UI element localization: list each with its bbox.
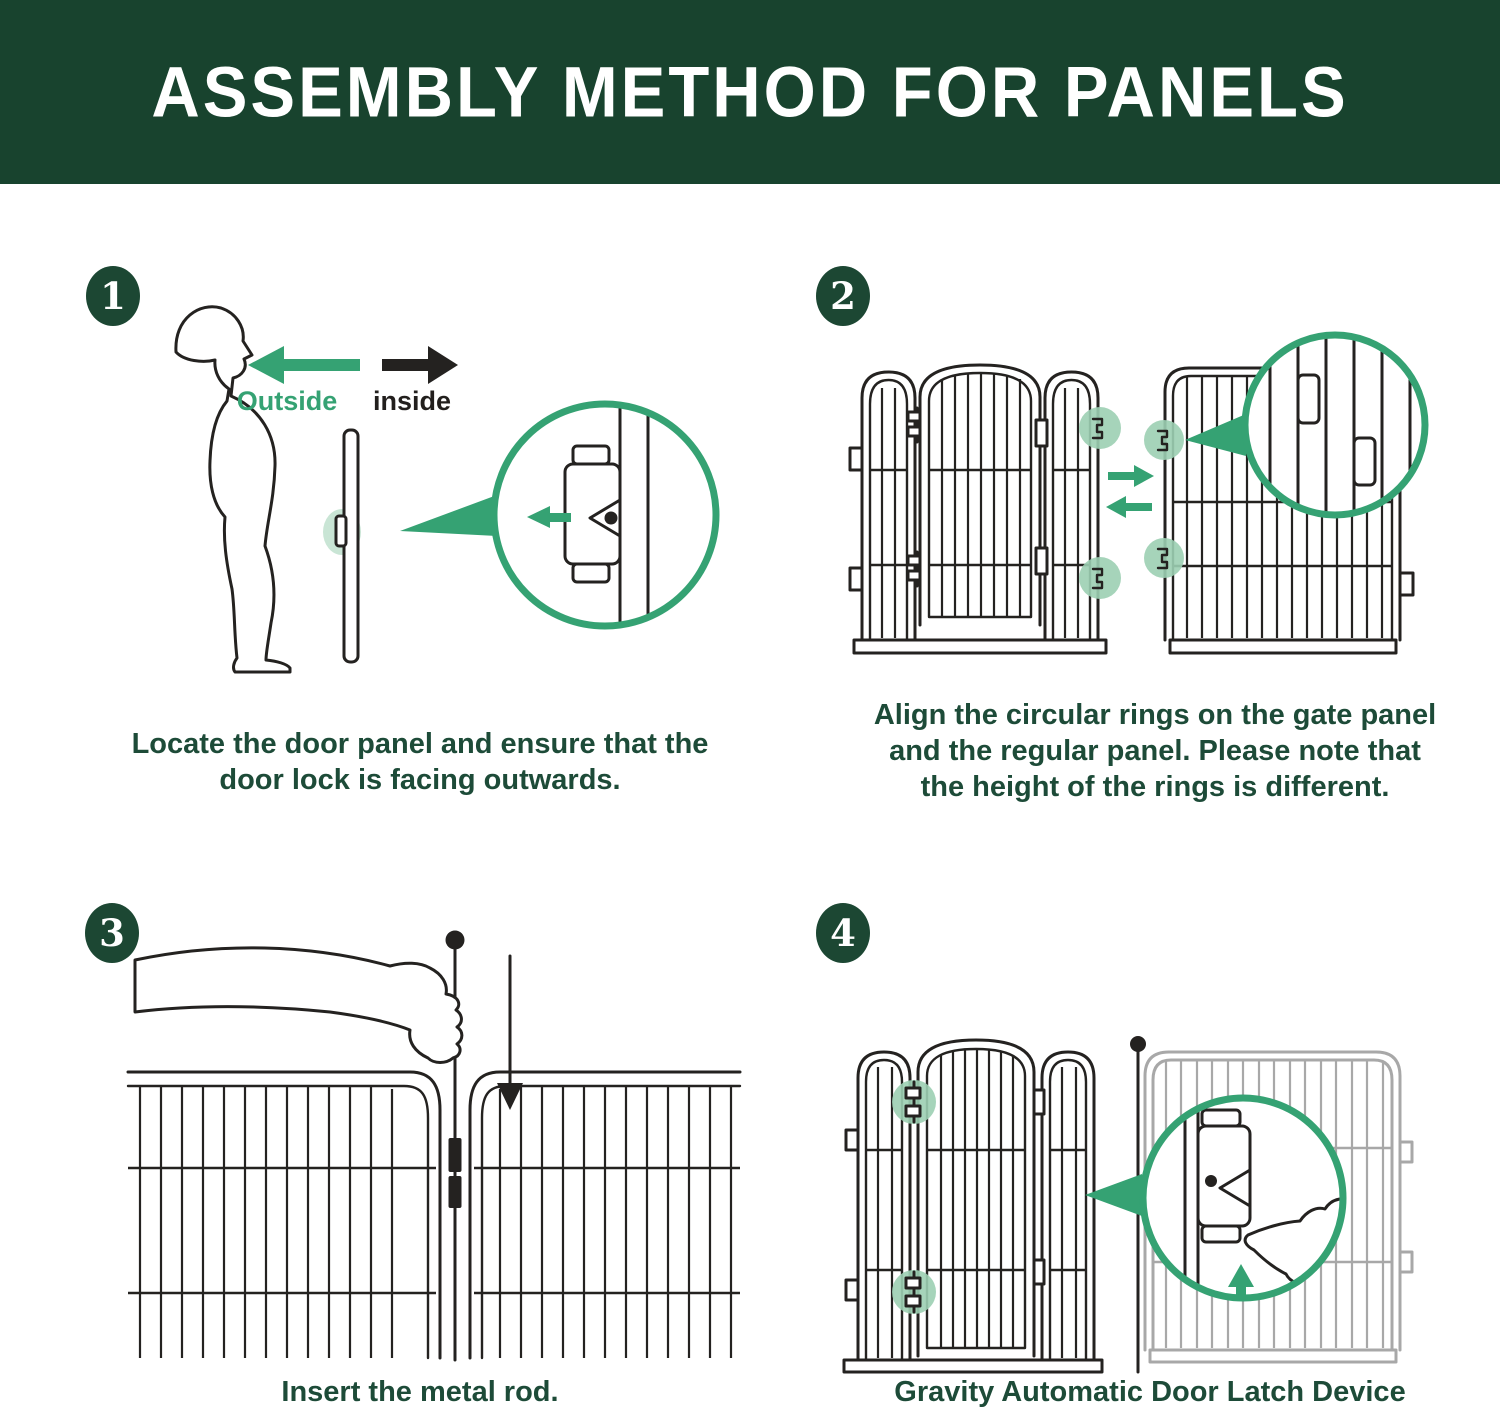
panel-base xyxy=(1150,1350,1396,1362)
gate-ring-top xyxy=(1079,407,1121,449)
header-banner xyxy=(0,0,1500,184)
step-2-caption xyxy=(855,697,1455,805)
door-lock xyxy=(336,516,346,546)
frame-tab xyxy=(846,1130,858,1150)
callout-wedge xyxy=(1185,414,1246,456)
gate-ring-bottom xyxy=(1079,557,1121,599)
panel-bars xyxy=(500,1087,731,1358)
magnifier-lock-detail xyxy=(494,390,716,640)
left-fence-panel xyxy=(128,1072,440,1358)
insert-arrow-icon xyxy=(497,956,523,1110)
caption-line: door lock is facing outwards. xyxy=(219,764,621,796)
inside-label: inside xyxy=(372,386,452,416)
ring-slot-low xyxy=(1354,438,1375,485)
step-4-illustration xyxy=(800,1030,1500,1375)
gate-base xyxy=(854,640,1106,653)
caption-line: Locate the door panel and ensure that the xyxy=(131,728,709,760)
rod-ball-top xyxy=(1130,1036,1146,1052)
frame-tab xyxy=(850,448,862,470)
gate-base xyxy=(844,1360,1102,1372)
latch-pin xyxy=(605,512,618,525)
rod-connector xyxy=(449,1138,462,1172)
step-2-number: 2 xyxy=(830,274,856,318)
frame-tab xyxy=(850,568,862,590)
frame-tab xyxy=(846,1280,858,1300)
right-fence-panel xyxy=(470,1072,740,1358)
frame-tab xyxy=(1400,573,1413,595)
outside-arrow-icon xyxy=(248,346,360,384)
direction-arrows xyxy=(237,346,458,416)
rod-connector xyxy=(449,1176,462,1208)
gate-panel xyxy=(850,365,1121,653)
swap-arrow-right-icon xyxy=(1108,465,1154,487)
step-1-number: 1 xyxy=(100,274,126,318)
hinge-highlight-bottom xyxy=(892,1270,936,1314)
caption-line: Insert the metal rod. xyxy=(281,1376,559,1408)
swap-arrow-left-icon xyxy=(1106,496,1152,518)
latch-pin xyxy=(1205,1175,1217,1187)
latch-slider xyxy=(1036,420,1047,446)
rod-ball-top xyxy=(446,931,465,950)
ring-slot-high xyxy=(1298,375,1319,423)
caption-line: the height of the rings is different. xyxy=(920,771,1390,803)
inside-arrow-icon xyxy=(382,346,458,384)
outside-label: Outside xyxy=(236,386,338,416)
swap-arrows xyxy=(1106,465,1154,518)
hinge-highlight-top xyxy=(892,1080,936,1124)
step-3-illustration xyxy=(60,900,760,1370)
panel-ring-bottom xyxy=(1144,538,1184,578)
frame-tab xyxy=(1400,1142,1412,1162)
gate-panel xyxy=(844,1040,1102,1372)
step-4-badge xyxy=(816,903,870,963)
latch-slider xyxy=(1036,548,1047,574)
step-4-caption xyxy=(810,1374,1490,1410)
panel-base xyxy=(1170,640,1396,653)
page-title: ASSEMBLY METHOD FOR PANELS xyxy=(151,52,1349,132)
step-3-number: 3 xyxy=(99,911,125,955)
step-4-number: 4 xyxy=(830,911,856,955)
callout-wedge xyxy=(400,495,497,536)
hand-holding-rod xyxy=(135,948,462,1063)
step-1-caption xyxy=(130,726,710,798)
door-panel-side-view xyxy=(323,430,361,662)
panel-bars xyxy=(140,1087,392,1358)
panel-ring-top xyxy=(1144,420,1184,460)
caption-line: Gravity Automatic Door Latch Device xyxy=(894,1376,1406,1408)
magnifier-latch-detail xyxy=(1143,1090,1372,1321)
magnifier-ring-detail xyxy=(1245,330,1425,520)
caption-line: and the regular panel. Please note that xyxy=(889,735,1421,767)
frame-tab xyxy=(1400,1252,1412,1272)
latch-slider xyxy=(1034,1260,1044,1284)
step-3-caption xyxy=(90,1374,750,1410)
caption-line: Align the circular rings on the gate panel xyxy=(873,699,1437,731)
latch-slider xyxy=(1034,1090,1044,1114)
